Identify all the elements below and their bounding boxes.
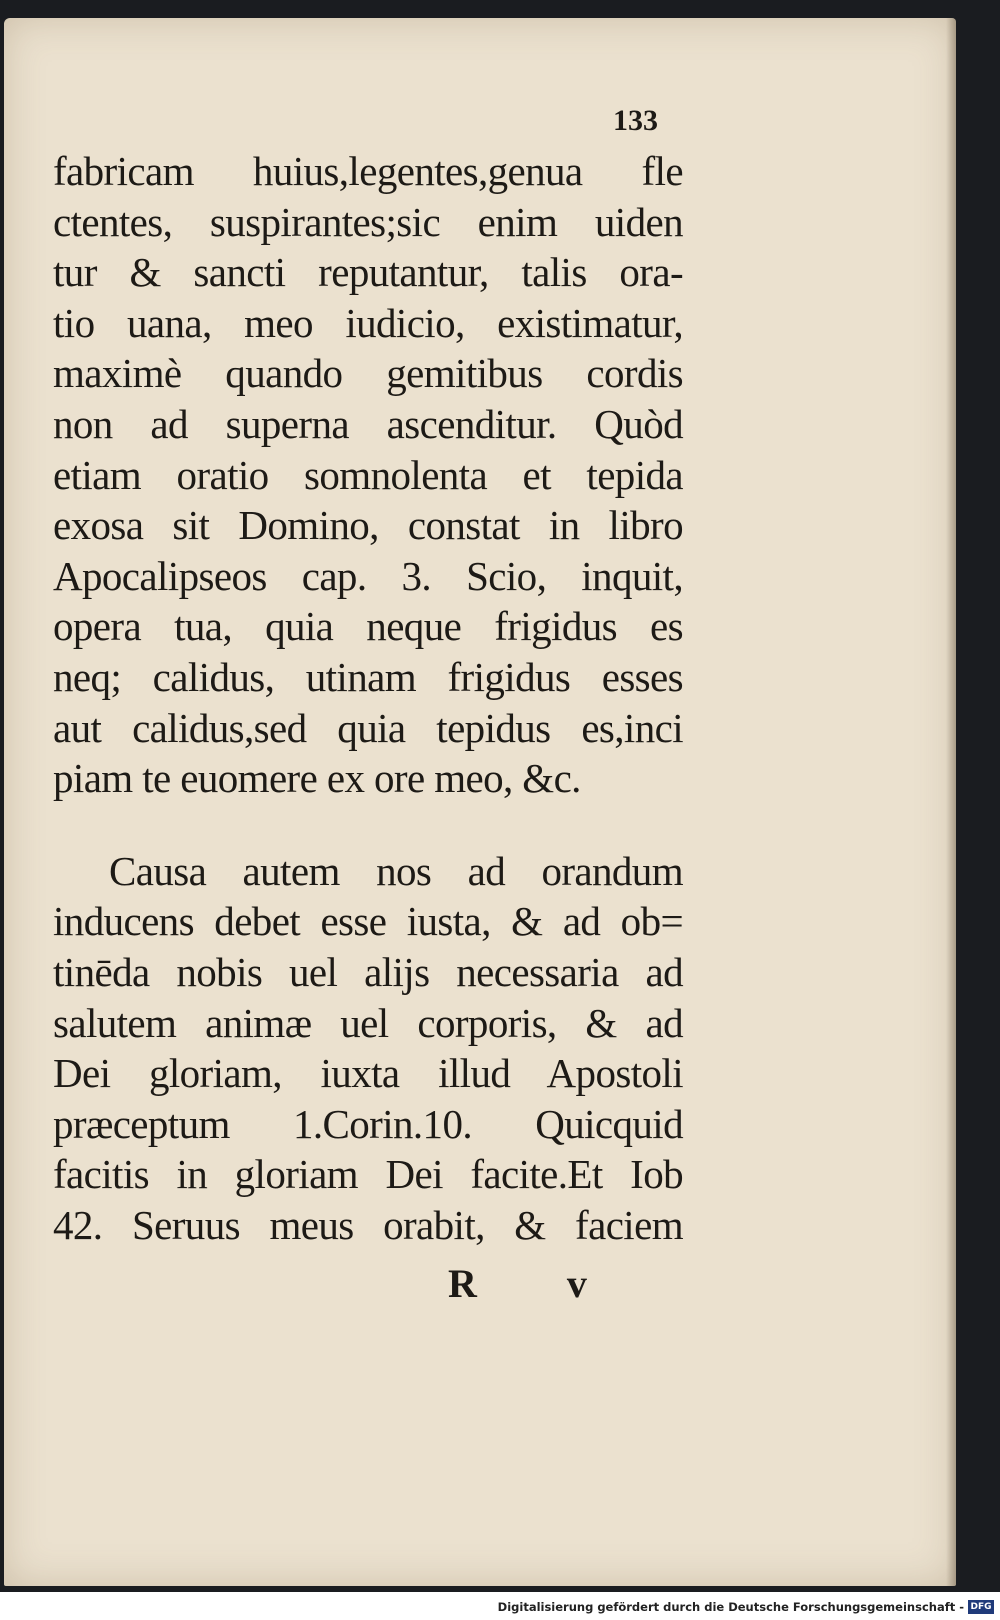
text-line: exosa sit Domino, constat in libro [53, 502, 683, 549]
text-line: tinēda nobis uel alijs necessaria ad [53, 948, 683, 995]
text-line: tur & sancti reputantur, talis ora- [53, 249, 683, 296]
text-block [53, 146, 683, 1250]
text-line: aut calidus,sed quia tepidus es,inci [53, 704, 683, 751]
footer-credit: Digitalisierung gefördert durch die Deutsche Forschungsgemeinschaft - [497, 1600, 964, 1614]
text-line: fabricam huius,legentes,genua fle [53, 148, 683, 194]
text-line: 42. Seruus meus orabit, & faciem [53, 1201, 683, 1248]
text-line: salutem animæ uel corporis, & ad [53, 999, 683, 1046]
text-line: etiam oratio somnolenta et tepida [53, 451, 683, 498]
paragraph-2 [53, 846, 683, 1251]
text-line: opera tua, quia neque frigidus es [53, 603, 683, 650]
text-line-last: piam te euomere ex ore meo, &c. [53, 755, 581, 802]
text-line: tio uana, meo iudicio, existimatur, [53, 299, 683, 346]
book-page [4, 18, 956, 1586]
text-line: facitis in gloriam Dei facite.Et Iob [53, 1151, 683, 1198]
text-line: inducens debet esse iusta, & ad ob= [53, 898, 683, 945]
signature-mark: R v [448, 1261, 627, 1306]
text-line: maximè quando gemitibus cordis [53, 350, 683, 397]
text-line: Apocalipseos cap. 3. Scio, inquit, [53, 552, 683, 599]
text-line: neq; calidus, utinam frigidus esses [53, 653, 683, 700]
paragraph-gap [53, 804, 683, 846]
page-number: 133 [613, 104, 658, 137]
text-line: ctentes, suspirantes;sic enim uiden [53, 198, 683, 245]
paragraph-1 [53, 146, 683, 804]
page-edge-shadow [946, 18, 956, 1586]
text-line-indented: Causa autem nos ad orandum [109, 847, 683, 894]
footer-bar [0, 1592, 1000, 1620]
text-line: præceptum 1.Corin.10. Quicquid [53, 1100, 683, 1147]
text-line: non ad superna ascenditur. Quòd [53, 400, 683, 447]
dfg-logo-icon: DFG [968, 1600, 994, 1614]
text-line: Dei gloriam, iuxta illud Apostoli [53, 1050, 683, 1097]
